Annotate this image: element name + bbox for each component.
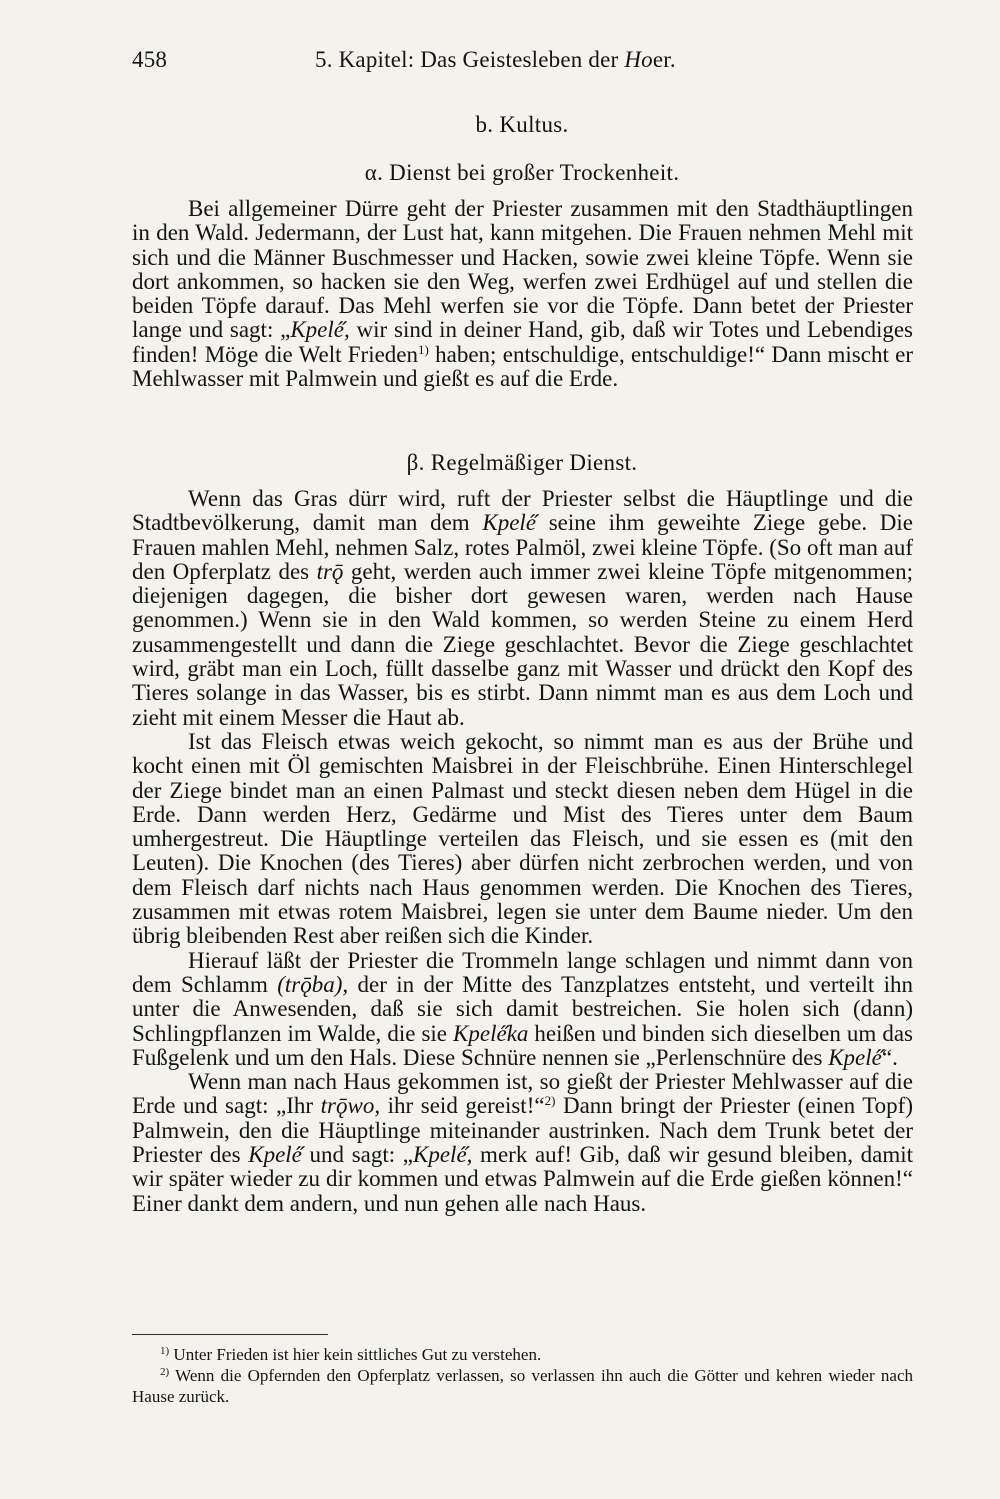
italic-term: Kpele̋ [828, 1044, 882, 1070]
italic-term: trǭwo, [320, 1093, 381, 1119]
running-head-suffix: er. [652, 47, 676, 72]
paragraph-3: Ist das Fleisch etwas weich gekocht, so nimmt man es aus der Brühe und kocht einen mit Öl gemischten Maisbrei in der Fleischbrühe. Einen Hinterschlegel der Ziege bindet man an einen Palmast und steckt diesen neben dem Hügel in die Erde. Dann werden Herz, Gedärme und Mist des Tieres unter dem Baum umhergestreut. Die Häuptlinge verteilen das Fleisch, und sie essen es (mit den Leuten). Die Knochen (des Tieres) aber dürfen nicht zerbrochen werden, und von dem Fleisch darf nichts nach Haus genommen werden. Die Knochen des Tieres, zusammen mit etwas rotem Maisbrei, legen sie unter dem Baume nieder. Um den übrig bleibenden Rest aber reißen sich die Kinder. [132, 728, 913, 949]
paragraph-1 [132, 197, 913, 391]
section-heading: b. Kultus. [475, 112, 569, 137]
text-run: wir sind in deiner Hand, gib, daß wir Totes und Lebendiges finden! Möge die Welt Frieden [132, 317, 913, 367]
footnote-mark: 1) [160, 1345, 170, 1357]
footnote-mark: 2) [160, 1366, 170, 1378]
text-run: Wenn man nach Haus gekommen ist, so gießt der Priester Mehlwasser auf die Erde und sagt: „Ihr [132, 1069, 913, 1119]
footnote-1 [132, 1344, 913, 1365]
text-run: Hierauf läßt der Priester die Trommeln lange schlagen und nimmt dann von dem Schlamm [132, 947, 913, 997]
text-run: merk auf! Gib, daß wir gesund bleiben, damit wir später wieder zu dir kommen und etwas Palmwein auf die Erde gießen können!“ Einer dankt dem andern, und nun gehen alle nach Haus. [132, 1142, 914, 1216]
footnote-2 [132, 1365, 913, 1407]
italic-term: Kpele̋, [413, 1142, 473, 1168]
footnote-text: Unter Frieden ist hier kein sittliches Gut zu verstehen. [169, 1345, 542, 1364]
text-run: Wenn das Gras dürr wird, ruft der Priester selbst die Häuptlinge und die Stadtbevölkerung, damit man dem [132, 486, 913, 536]
text-block-beta [132, 487, 913, 1216]
paragraph-2 [132, 487, 913, 730]
running-head-prefix: 5. Kapitel: Das Geistesleben der [315, 47, 625, 72]
italic-term: (trǭba), [277, 971, 349, 997]
footnote-ref-1: 1) [418, 341, 429, 357]
text-run: seine ihm geweihte Ziege gebe. Die Frauen mahlen Mehl, nehmen Salz, rotes Palmöl, zwei kleine Töpfe. (So oft man auf den Opferplatz des [132, 510, 913, 584]
italic-term: Kpele̋ [482, 510, 537, 536]
text-run: haben; entschuldige, entschuldige!“ Dann mischt er Mehlwasser mit Palmwein und gießt es auf die Erde. [132, 341, 913, 392]
text-run: heißen und binden sich dieselben um das Fußgelenk und um den Hals. Diese Schnüre nennen sie „Perlenschnüre des [132, 1020, 913, 1070]
page-number: 458 [132, 47, 168, 72]
running-head [315, 47, 676, 73]
text-run: “. [881, 1044, 898, 1070]
text-run: der in der Mitte des Tanzplatzes entsteht, und verteilt ihn unter die Anwesenden, daß sie sich damit bestreichen. Sie holen sich (dann) Schlingpflanzen im Walde, die sie [132, 971, 914, 1046]
paragraph-4 [132, 949, 913, 1070]
text-run: ihr seid gereist!“ [380, 1093, 545, 1119]
footnotes [132, 1344, 913, 1407]
text-run: und sagt: „ [301, 1142, 413, 1168]
italic-term: trǭ [316, 558, 344, 584]
page-header [132, 47, 912, 83]
text-run: Bei allgemeiner Dürre geht der Priester zusammen mit den Stadthäuptlingen in den Wald. Jedermann, der Lust hat, kann mitgehen. Die Frauen nehmen Mehl mit sich und die Männer Buschmesser und Hacken, sowie zwei kleine Töpfe. Wenn sie dort ankommen, so hacken sie den Weg, werfen zwei Erdhügel auf und stellen die beiden Töpfe darauf. Das Mehl werfen sie vor die Töpfe. Dann betet der Priester lange und sagt: „ [132, 196, 913, 343]
italic-term: Kpele̋, [290, 317, 350, 343]
text-run: geht, werden auch immer zwei kleine Töpfe mitgenommen; diejenigen dagegen, die bisher dort gewesen waren, werden nach Hause genommen.) Wenn sie in den Wald kommen, so werden Steine zu einem Herd zusammengestellt und dann die Ziege geschlachtet. Bevor die Ziege geschlachtet wird, gräbt man ein Loch, füllt dasselbe ganz mit Wasser und drückt den Kopf des Tieres solange in das Wasser, bis es stirbt. Dann nimmt man es aus dem Loch und zieht mit einem Messer die Haut ab. [132, 558, 913, 730]
footnote-ref-2: 2) [544, 1093, 556, 1109]
italic-term: Kpele̋ [248, 1142, 302, 1168]
text-run: Dann bringt der Priester (einen Topf) Palmwein, den die Häuptlinge miteinander austrinken. Nach dem Trunk betet der Priester des [132, 1093, 913, 1168]
paragraph-5 [132, 1070, 913, 1216]
subsection-heading-alpha: α. Dienst bei großer Trockenheit. [364, 160, 680, 185]
text-block-alpha [132, 197, 913, 391]
subsection-heading-beta: β. Regelmäßiger Dienst. [406, 450, 638, 475]
footnote-text: Wenn die Opfernden den Opferplatz verlassen, so verlassen ihn auch die Götter und kehren wieder nach Hause zurück. [132, 1366, 913, 1406]
italic-term: Kpele̋ka [453, 1020, 529, 1046]
footnote-divider [132, 1334, 328, 1335]
running-head-italic: Ho [624, 47, 653, 72]
